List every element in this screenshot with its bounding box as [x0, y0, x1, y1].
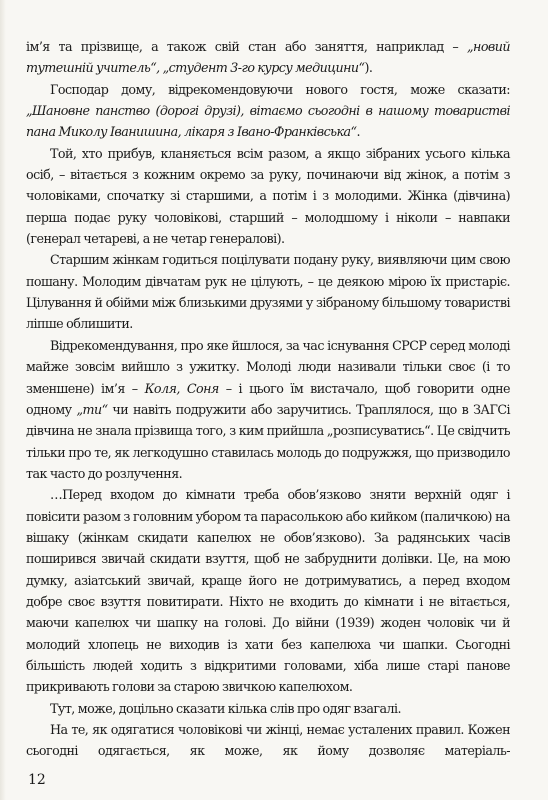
- paragraph: [26, 143, 510, 250]
- text-run: …Перед входом до кімнати треба обов’язково зняти верхній одяг і повісити разом з головним убором та парасолькою або кийком (паличкою) на вішаку (жінкам скидати капелюх не обов’язково). За радянських часів поширився звичай скидати взуття, щоб не забруднити долівки. Це, на мою думку, азіатський звичай, краще його не дотримуватись, а перед входом добре своє взуття повитирати. Ніхто не входить до кімнати і не вітається, маючи капелюх чи шапку на голові. До війни (1939) жоден чоловік чи й молодий хлопець не виходив із хати без капелюха чи шапки. Сьогодні більшість людей ходить з відкритими головами, хіба лише старі панове прикривають голови за старою звичкою капелюхом.: [26, 487, 510, 695]
- text-run-italic: Коля, Соня: [144, 380, 219, 396]
- text-run: Відрекомендування, про яке йшлося, за час існування СРСР серед молоді майже зовсім вийшло з ужитку. Молоді люди називали тільки своє (і то зменшене) ім’я –: [26, 337, 510, 396]
- paragraph: [26, 36, 510, 79]
- page-edge-shadow: [0, 0, 6, 800]
- text-run: .: [356, 124, 360, 140]
- text-run: Господар дому, відрекомендовуючи нового гостя, може сказати:: [50, 81, 510, 97]
- text-run: На те, як одягатися чоловікові чи жінці, немає усталених правил. Кожен сьогодні одягається, як може, як йому дозволяє матеріаль-: [26, 722, 510, 759]
- text-run: чи навіть подружити або заручитись. Траплялося, що в ЗАГСі дівчина не знала прізвища того, з ким прийшла „розписуватись“. Це свідчить тільки про те, як легкодушно ставилась молодь до подружжя, що призводило так часто до розлучення.: [26, 401, 510, 481]
- paragraph: [26, 335, 510, 484]
- text-run: Тут, може, доцільно сказати кілька слів про одяг взагалі.: [50, 700, 402, 716]
- text-run-italic: „новий тутешній учитель“, „студент 3-го курсу медицини“: [26, 39, 510, 76]
- text-run: ).: [364, 60, 373, 76]
- text-run: – і цього їм вистачало, щоб говорити одне одному: [26, 380, 511, 417]
- text-run-italic: „Шановне панство (дорогі друзі), вітаємо сьогодні в нашому товаристві пана Миколу Іванишина, лікаря з Івано-Франківська“: [26, 103, 510, 140]
- body-text: [26, 36, 510, 762]
- page-number: 12: [28, 772, 46, 788]
- paragraph: [26, 484, 510, 697]
- paragraph: [26, 249, 510, 334]
- text-run-italic: „ти“: [76, 401, 108, 417]
- text-run: Той, хто прибув, кланяється всім разом, а якщо зібраних усього кілька осіб, – вітається з кожним окремо за руку, починаючи від жінок, а потім з чоловіками, спочатку зі старшими, а потім і з молодими. Жінка (дівчина) перша подає руку чоловікові, старший – молодшому і ніколи – навпаки (генерал четареві, а не четар генералові).: [26, 145, 510, 247]
- text-run: Старшим жінкам годиться поцілувати подану руку, виявляючи цим свою пошану. Молодим дівчатам рук не цілують, – це деякою мірою їх пристаріє. Цілування й обійми між близькими друзями у зібраному більшому товаристві ліпше облишити.: [26, 252, 510, 332]
- text-run: ім’я та прізвище, а також свій стан або заняття, наприклад –: [26, 39, 467, 54]
- paragraph: [26, 698, 510, 719]
- paragraph: [26, 79, 510, 143]
- paragraph: [26, 719, 510, 762]
